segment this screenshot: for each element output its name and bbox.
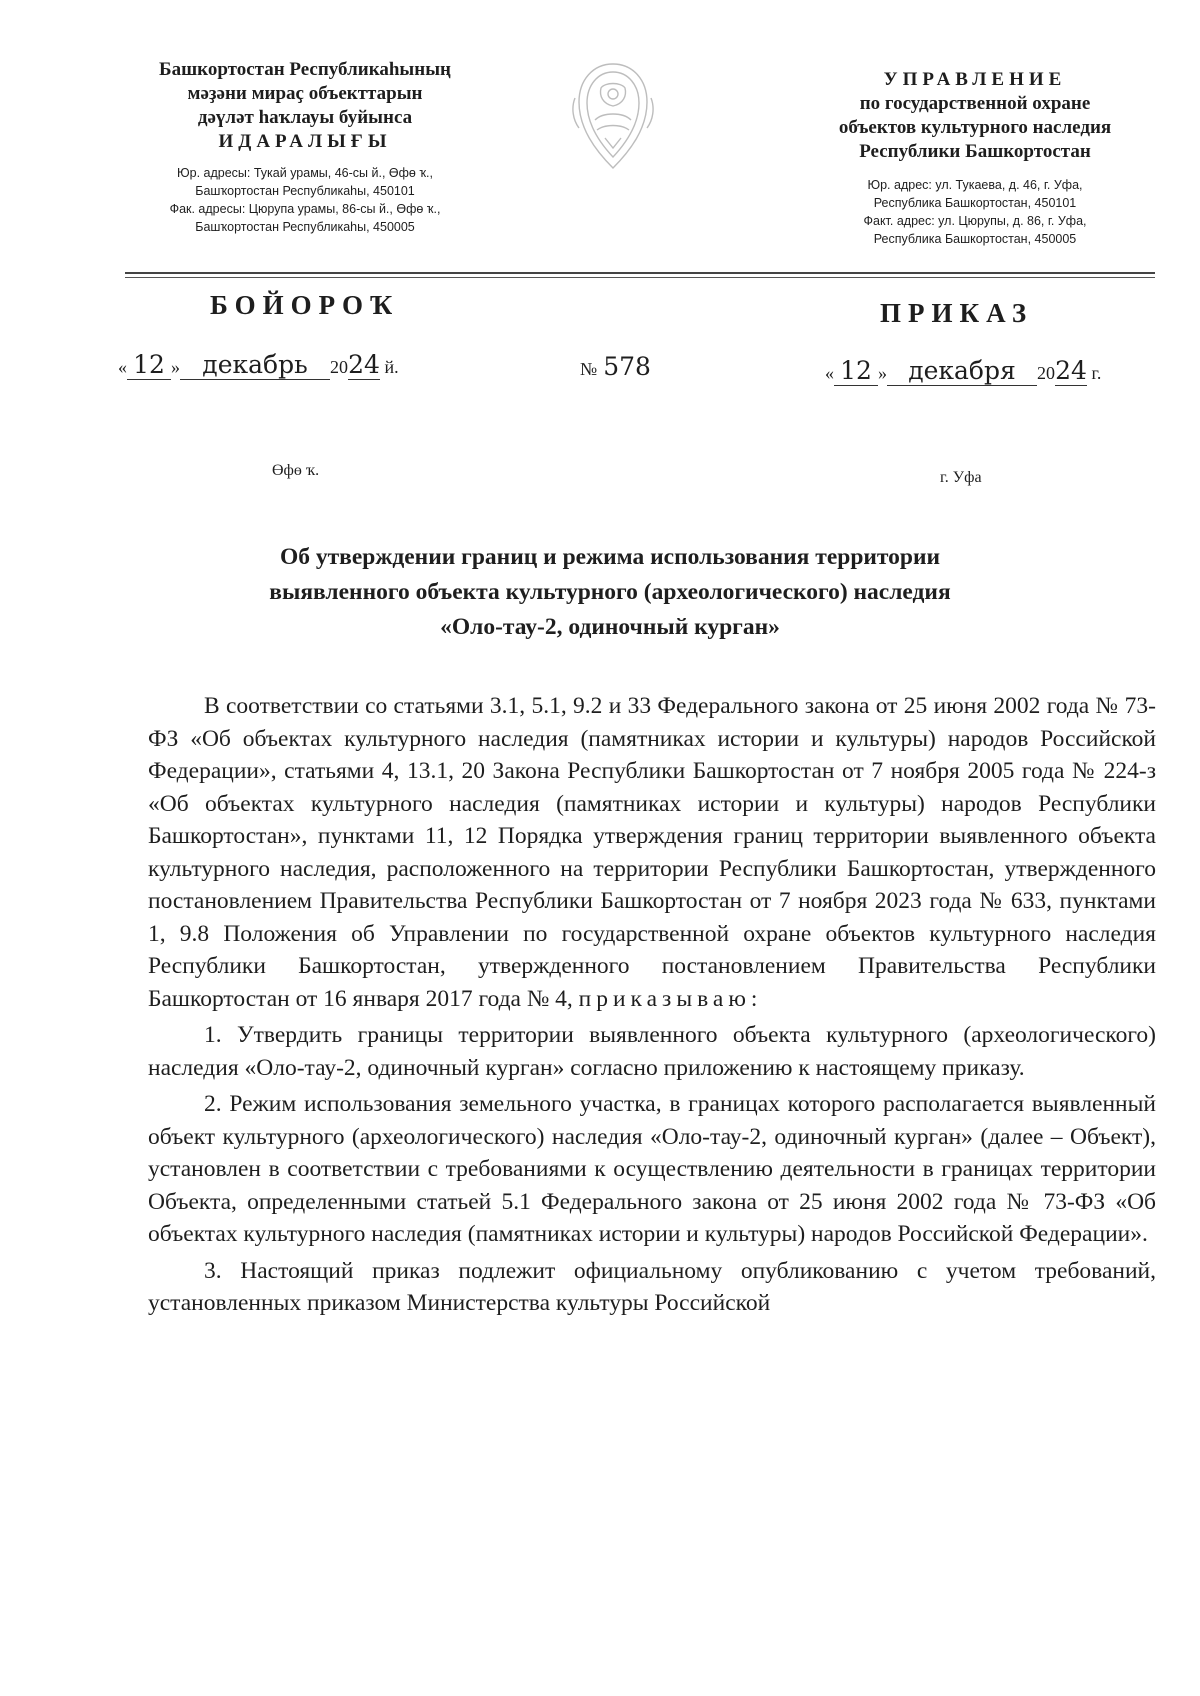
quote-close: » bbox=[171, 357, 180, 377]
city-bashkir: Өфө ҡ. bbox=[272, 462, 320, 479]
order-item-3: 3. Настоящий приказ подлежит официальному опубликованию с учетом требований, установленных приказом Министерства культуры Российской bbox=[148, 1257, 1156, 1316]
address-line: Факт. адрес: ул. Цюрупы, д. 86, г. Уфа, bbox=[863, 214, 1087, 228]
order-item-1: 1. Утвердить границы территории выявленного объекта культурного (археологического) наследия «Оло-тау-2, одиночный курган» согласно приложению к настоящему приказу. bbox=[148, 1022, 1156, 1081]
order-number-value: 578 bbox=[603, 352, 651, 381]
date-russian bbox=[825, 356, 1155, 390]
address-line: Юр. адрес: ул. Тукаева, д. 46, г. Уфа, bbox=[867, 178, 1083, 192]
org-name-line: мәҙәни мираҫ объекттарын bbox=[187, 83, 423, 104]
title-line: выявленного объекта культурного (археологического) наследия bbox=[269, 579, 951, 605]
quote-open: « bbox=[118, 357, 127, 377]
quote-close: » bbox=[878, 363, 887, 383]
address-line: Республика Башкортостан, 450101 bbox=[873, 196, 1077, 210]
city-russian: г. Уфа bbox=[940, 469, 982, 486]
date-day: 12 bbox=[834, 356, 878, 386]
org-name-line: дәүләт һаҡлауы буйынса bbox=[197, 107, 413, 128]
org-name-line: по государственной охране bbox=[859, 93, 1091, 114]
quote-open: « bbox=[825, 363, 834, 383]
address-block bbox=[110, 164, 500, 236]
year-suffix: 24 bbox=[1055, 356, 1087, 385]
year-suffix: 24 bbox=[348, 350, 380, 379]
header-left-org bbox=[110, 58, 500, 236]
doc-type-russian: ПРИКАЗ bbox=[880, 298, 1034, 328]
title-line: Об утверждении границ и режима использования территории bbox=[279, 544, 941, 570]
coat-of-arms-emblem-icon bbox=[565, 58, 661, 174]
order-number-label: № bbox=[580, 359, 598, 379]
org-name-line: Башкортостан Республикаһының bbox=[159, 59, 451, 80]
address-line: Фак. адресы: Цюрупа урамы, 86-сы й., Өфө ҡ., bbox=[169, 202, 441, 216]
date-day: 12 bbox=[127, 350, 171, 380]
date-month: декабрь bbox=[180, 350, 330, 380]
org-name-line: объектов культурного наследия bbox=[838, 117, 1112, 138]
address-line: Башҡортостан Республикаһы, 450101 bbox=[195, 184, 415, 198]
address-block bbox=[790, 176, 1160, 248]
header-divider bbox=[125, 272, 1155, 274]
intro-text: В соответствии со статьями 3.1, 5.1, 9.2 и 33 Федерального закона от 25 июня 2002 года № 73-ФЗ «Об объектах культурного наследия (памятниках истории и культуры) народов Российской Федерации», статьями 4, 13.1, 20 Закона Республики Башкортостан от 7 ноября 2005 года № 224-з «Об объектах культурного наследия (памятниках истории и культуры) народов Республики Башкортостан», пунктами 11, 12 Порядка утверждения границ территории выявленного объекта культурного наследия, расположенного на территории Республики Башкортостан, утвержденного постановлением Правительства Республики Башкортостан от 7 ноября 2023 года № 633, пунктами 1, 9.8 Положения об Управлении по государственной охране объектов культурного наследия Республики Башкортостан, утвержденного постановлением Правительства Республики Башкортостан от 16 января 2017 года № 4, bbox=[148, 693, 1156, 1012]
document-title bbox=[180, 540, 1040, 645]
order-word: приказываю: bbox=[578, 985, 763, 1012]
body-intro-paragraph bbox=[148, 690, 1156, 1015]
address-line: Республика Башкортостан, 450005 bbox=[873, 232, 1077, 246]
org-name-line: Республики Башкортостан bbox=[859, 141, 1091, 162]
order-item-2: 2. Режим использования земельного участка, в границах которого располагается выявленный объект культурного (археологического) наследия «Оло-тау-2, одиночный курган» (далее – Объект), установлен в соответствии с требованиями к осуществлению деятельности в границах территории Объекта, определенными статьей 5.1 Федерального закона от 25 июня 2002 года № 73-ФЗ «Об объектах культурного наследия (памятниках истории и культуры) народов Российской Федерации». bbox=[148, 1091, 1156, 1247]
header-right-org bbox=[790, 68, 1160, 248]
address-line: Башҡортостан Республикаһы, 450005 bbox=[195, 220, 415, 234]
order-number bbox=[580, 352, 651, 381]
title-line: «Оло-тау-2, одиночный курган» bbox=[440, 614, 780, 640]
year-prefix: 20 bbox=[330, 357, 348, 377]
year-prefix: 20 bbox=[1037, 363, 1055, 383]
doc-type-bashkir: БОЙОРОҠ bbox=[210, 290, 400, 320]
header-divider bbox=[125, 277, 1155, 278]
address-line: Юр. адресы: Тукай урамы, 46-сы й., Өфө ҡ., bbox=[177, 166, 433, 180]
org-name-caps: ИДАРАЛЫҒЫ bbox=[218, 131, 392, 152]
date-month: декабря bbox=[887, 356, 1037, 386]
year-abbr: й. bbox=[384, 357, 399, 377]
org-name-caps: УПРАВЛЕНИЕ bbox=[883, 69, 1067, 90]
year-abbr: г. bbox=[1091, 363, 1102, 383]
document-body bbox=[148, 690, 1156, 1320]
date-bashkir bbox=[118, 350, 448, 384]
